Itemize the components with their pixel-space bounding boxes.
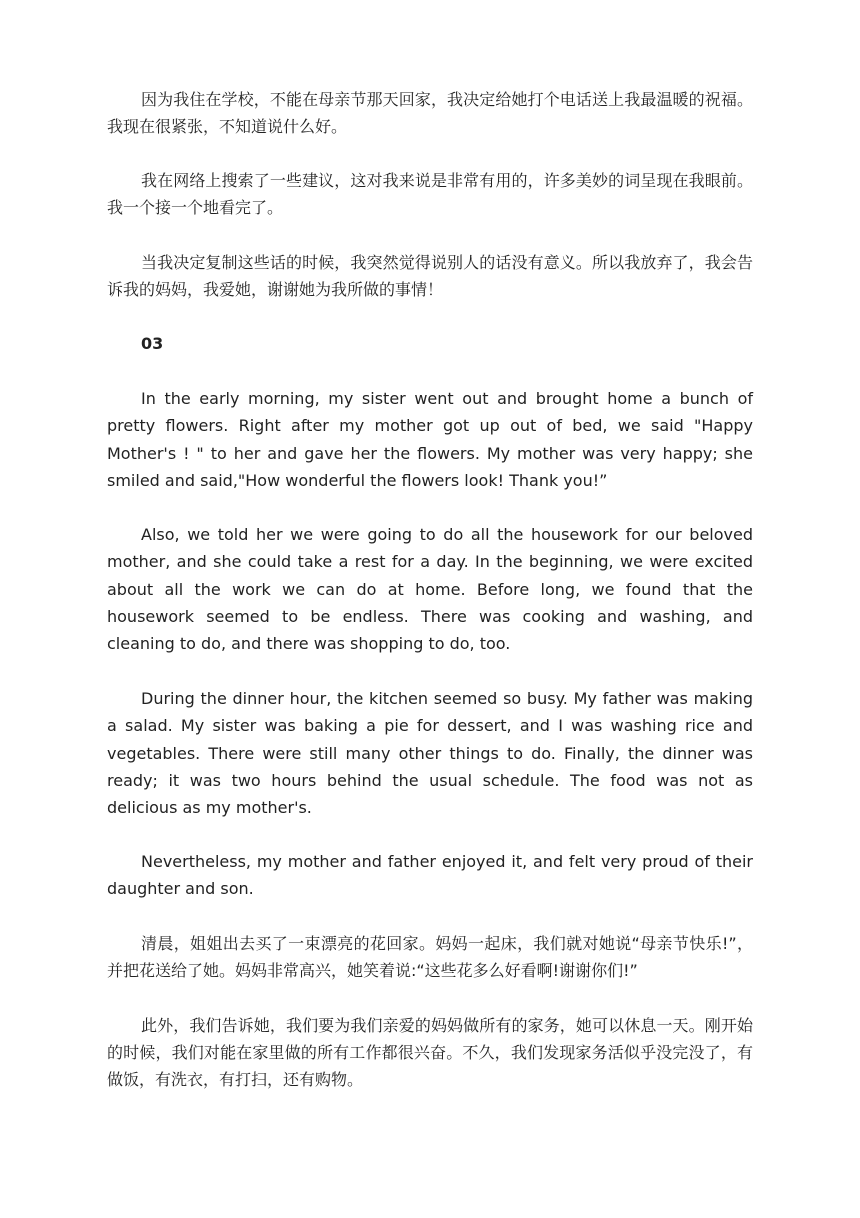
paragraph-en-1: In the early morning, my sister went out and brought home a bunch of pretty flowers. Right after my mother got up out of bed, we said "Happy Mother's ! " to her and gave her the flowers. My mother was very happy; she smiled and said,"How wonderful the flowers look! Thank you!” — [107, 389, 753, 490]
paragraph-en-4: Nevertheless, my mother and father enjoyed it, and felt very proud of their daughter and son. — [107, 852, 753, 899]
paragraph-cn-3: 当我决定复制这些话的时候，我突然觉得说别人的话没有意义。所以我放弃了，我会告诉我的妈妈，我爱她，谢谢她为我所做的事情！ — [107, 253, 753, 299]
paragraph-cn-5: 此外，我们告诉她，我们要为我们亲爱的妈妈做所有的家务，她可以休息一天。刚开始的时候，我们对能在家里做的所有工作都很兴奋。不久，我们发现家务活似乎没完没了，有做饭，有洗衣，有打扫，还有购物。 — [107, 1016, 753, 1089]
paragraph-cn-2: 我在网络上搜索了一些建议，这对我来说是非常有用的，许多美妙的词呈现在我眼前。我一个接一个地看完了。 — [107, 171, 753, 217]
section-number: 03 — [141, 334, 164, 353]
paragraph-cn-4: 清晨，姐姐出去买了一束漂亮的花回家。妈妈一起床，我们就对她说“母亲节快乐!”，并把花送给了她。妈妈非常高兴，她笑着说:“这些花多么好看啊!谢谢你们!” — [107, 934, 753, 980]
paragraph-en-3: During the dinner hour, the kitchen seemed so busy. My father was making a salad. My sister was baking a pie for dessert, and I was washing rice and vegetables. There were still many other things to do. Finally, the dinner was ready; it was two hours behind the usual schedule. The food was not as delicious as my mother's. — [107, 689, 753, 818]
paragraph-en-2: Also, we told her we were going to do all the housework for our beloved mother, and she could take a rest for a day. In the beginning, we were excited about all the work we can do at home. Before long, we found that the housework seemed to be endless. There was cooking and washing, and cleaning to do, and there was shopping to do, too. — [107, 525, 753, 654]
paragraph-cn-1: 因为我住在学校，不能在母亲节那天回家，我决定给她打个电话送上我最温暖的祝福。我现在很紧张，不知道说什么好。 — [107, 90, 753, 136]
